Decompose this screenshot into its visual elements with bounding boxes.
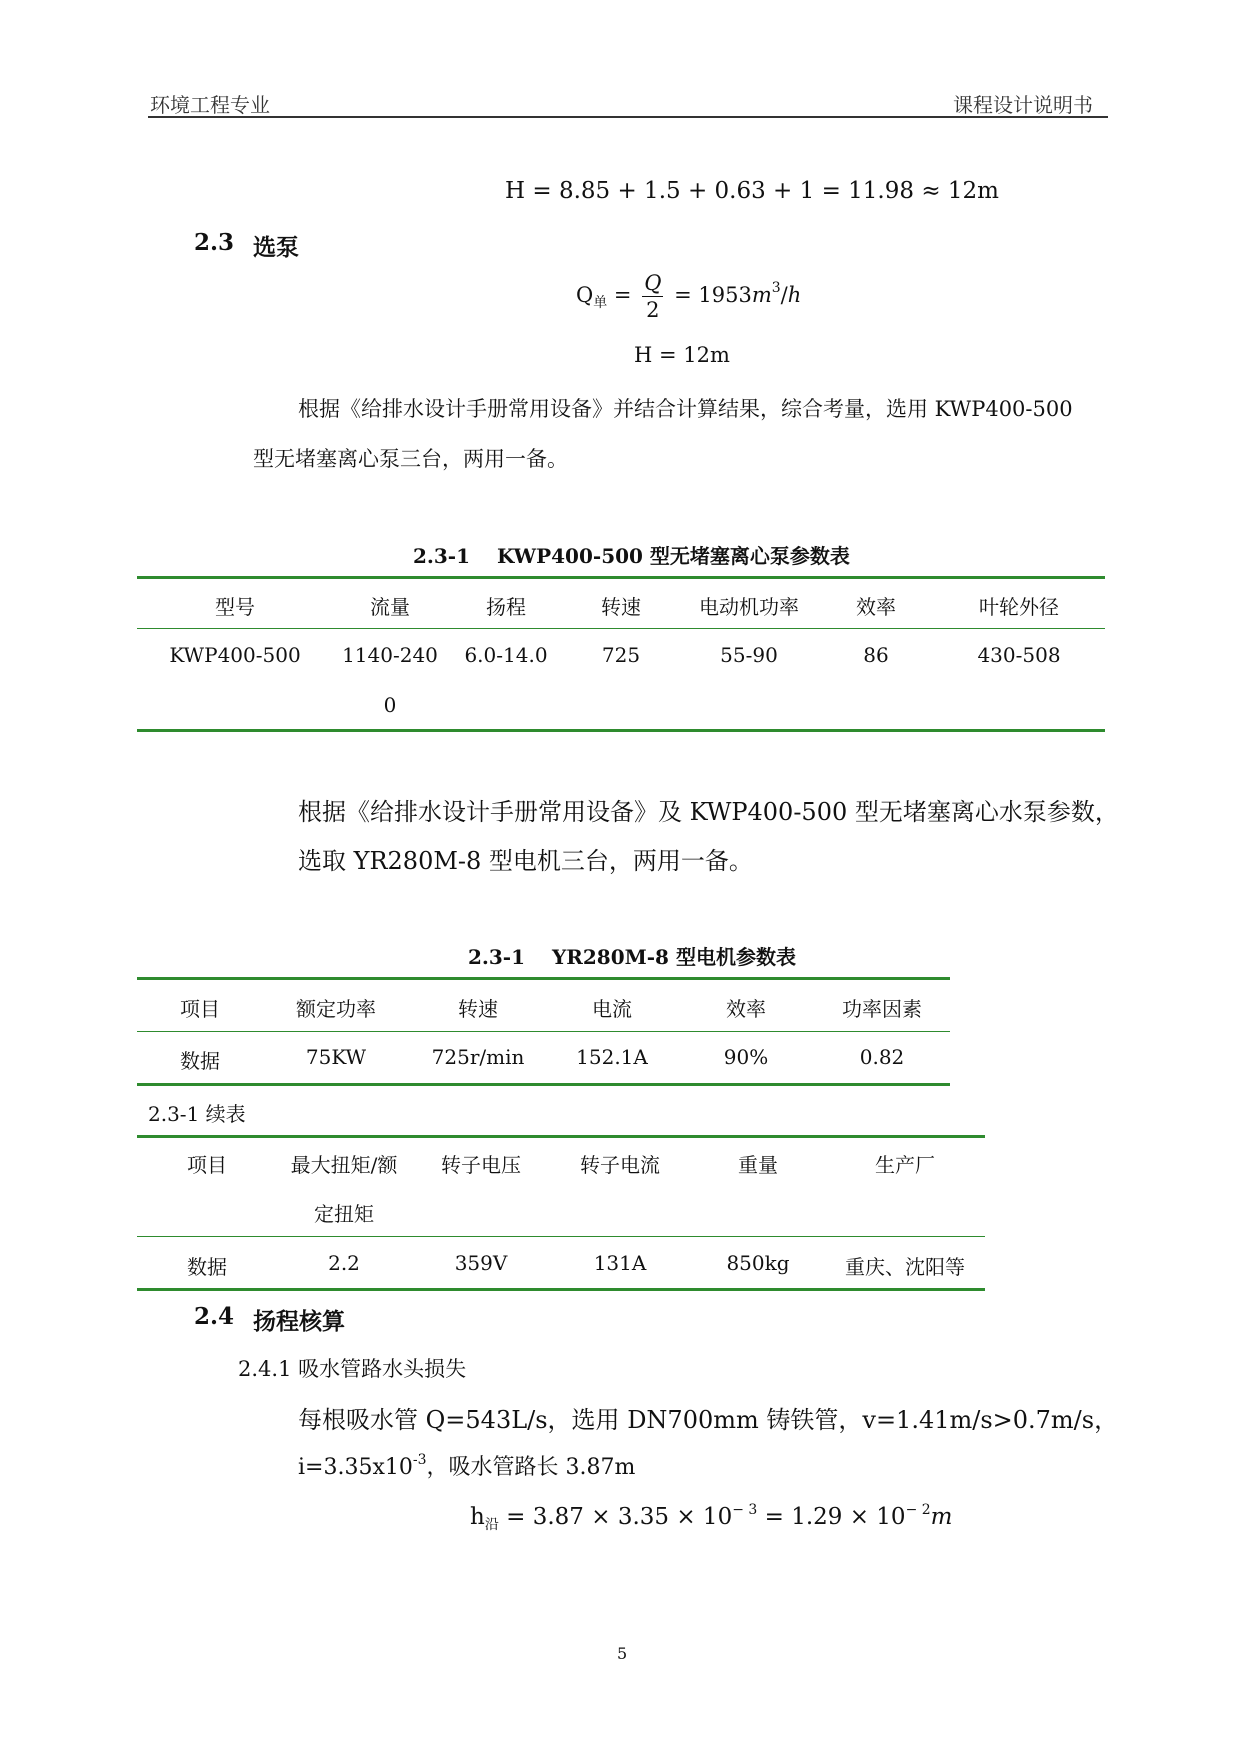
- table-pump-top-rule: [137, 576, 1105, 579]
- table-pump-cell: KWP400-500: [169, 643, 301, 667]
- table-pump-header: 流量: [370, 595, 410, 619]
- table-pump-cell: 725: [601, 643, 641, 667]
- table-cont-header: 转子电压: [441, 1153, 521, 1177]
- table-motor-header: 效率: [726, 997, 766, 1021]
- table-cont-header: 项目: [187, 1153, 227, 1177]
- header-rule: [148, 116, 1108, 118]
- table-cont-header: 最大扭矩/额: [290, 1153, 398, 1177]
- para-suction-line2: $i=3.35x10^{-3}$，吸水管路长 3.87m: [298, 1452, 636, 1480]
- table-pump-header: 扬程: [486, 595, 526, 619]
- para-pump-line1: 根据《给排水设计手册常用设备》并结合计算结果，综合考量，选用 KWP400-500: [298, 397, 1073, 421]
- section-title: 选泵: [253, 234, 299, 261]
- para-motor-line1: 根据《给排水设计手册常用设备》及 KWP400-500 型无堵塞离心水泵参数，: [298, 798, 1119, 826]
- table-pump-header-rule: [137, 628, 1105, 629]
- table-motor-header: 项目: [180, 997, 220, 1021]
- table-cont-cell: 131A: [593, 1251, 647, 1275]
- table-pump-header: 型号: [215, 595, 255, 619]
- table-pump-cell: 6.0-14.0: [464, 643, 548, 667]
- table-pump-cell: 55-90: [720, 643, 778, 667]
- table-motor-bottom-rule: [137, 1083, 950, 1086]
- table-motor-header-rule: [137, 1031, 950, 1032]
- formula-flow-single: $Q_单$ = $\frac{Q}{2}$ = $1953m^3/h$: [576, 271, 802, 322]
- page-number: 5: [617, 1644, 628, 1663]
- table-cont-header: 生产厂: [875, 1153, 935, 1177]
- header-right: 课程设计说明书: [953, 93, 1093, 117]
- table-pump-caption: 2.3-1 KWP400-500 型无堵塞离心泵参数表: [413, 544, 850, 568]
- section-number: 2.3: [194, 229, 235, 256]
- table-cont-cell: 2.2: [328, 1251, 360, 1275]
- header-left: 环境工程专业: [150, 93, 270, 117]
- formula-head-12: H = 12m: [634, 343, 730, 367]
- table-motor-top-rule: [137, 977, 950, 980]
- para-suction-line1: 每根吸水管 Q=543L/s，选用 DN700mm 铸铁管，v=1.41m/s>0.7m/s，: [298, 1406, 1119, 1434]
- table-cont-cell: 850kg: [726, 1251, 790, 1275]
- table-cont-header-rule: [137, 1236, 985, 1237]
- table-cont-cell: 数据: [187, 1255, 227, 1279]
- table-pump-header: 叶轮外径: [979, 595, 1059, 619]
- table-pump-cell: 1140-240: [342, 643, 438, 667]
- subsection-title: 2.4.1 吸水管路水头损失: [238, 1357, 467, 1381]
- para-pump-line2: 型无堵塞离心泵三台，两用一备。: [253, 447, 568, 471]
- table-pump-cell-wrap: 0: [383, 693, 397, 717]
- table-motor-cell: 75KW: [305, 1045, 367, 1069]
- table-motor-cell: 725r/min: [431, 1045, 525, 1069]
- table-motor-caption: 2.3-1 YR280M-8 型电机参数表: [468, 945, 796, 969]
- formula-friction-loss: $h_沿 = 3.87 \times 3.35 \times 10^{- 3} = 1.29 \times 10^{- 2}m$: [470, 1502, 953, 1533]
- table-pump-cell: 86: [863, 643, 889, 667]
- table-cont-header-wrap: 定扭矩: [314, 1202, 374, 1226]
- table-cont-cell: 359V: [454, 1251, 508, 1275]
- table-motor-cell: 0.82: [859, 1045, 905, 1069]
- table-pump-header: 效率: [856, 595, 896, 619]
- table-cont-header: 转子电流: [580, 1153, 660, 1177]
- section-number: 2.4: [194, 1303, 235, 1330]
- table-cont-cell: 重庆、沈阳等: [845, 1255, 965, 1279]
- fraction: $\frac{Q}{2}$: [644, 271, 662, 322]
- table-cont-bottom-rule: [137, 1288, 985, 1291]
- table-pump-header: 转速: [601, 595, 641, 619]
- table-motor-header: 额定功率: [296, 997, 376, 1021]
- table-motor-cell: 数据: [180, 1049, 220, 1073]
- para-motor-line2: 选取 YR280M-8 型电机三台，两用一备。: [298, 847, 753, 875]
- table-motor-cell: 152.1A: [576, 1045, 648, 1069]
- table-cont-label: 2.3-1 续表: [148, 1102, 246, 1126]
- table-cont-top-rule: [137, 1135, 985, 1138]
- table-motor-cell: 90%: [723, 1045, 769, 1069]
- table-motor-header: 电流: [592, 997, 632, 1021]
- section-title: 扬程核算: [253, 1308, 345, 1335]
- table-pump-cell: 430-508: [977, 643, 1061, 667]
- table-cont-header: 重量: [738, 1153, 778, 1177]
- table-pump-header: 电动机功率: [699, 595, 799, 619]
- table-motor-header: 功率因素: [842, 997, 922, 1021]
- table-motor-header: 转速: [458, 997, 498, 1021]
- table-pump-bottom-rule: [137, 729, 1105, 732]
- formula-head-total: H = 8.85 + 1.5 + 0.63 + 1 = 11.98 ≈ 12m: [505, 178, 999, 204]
